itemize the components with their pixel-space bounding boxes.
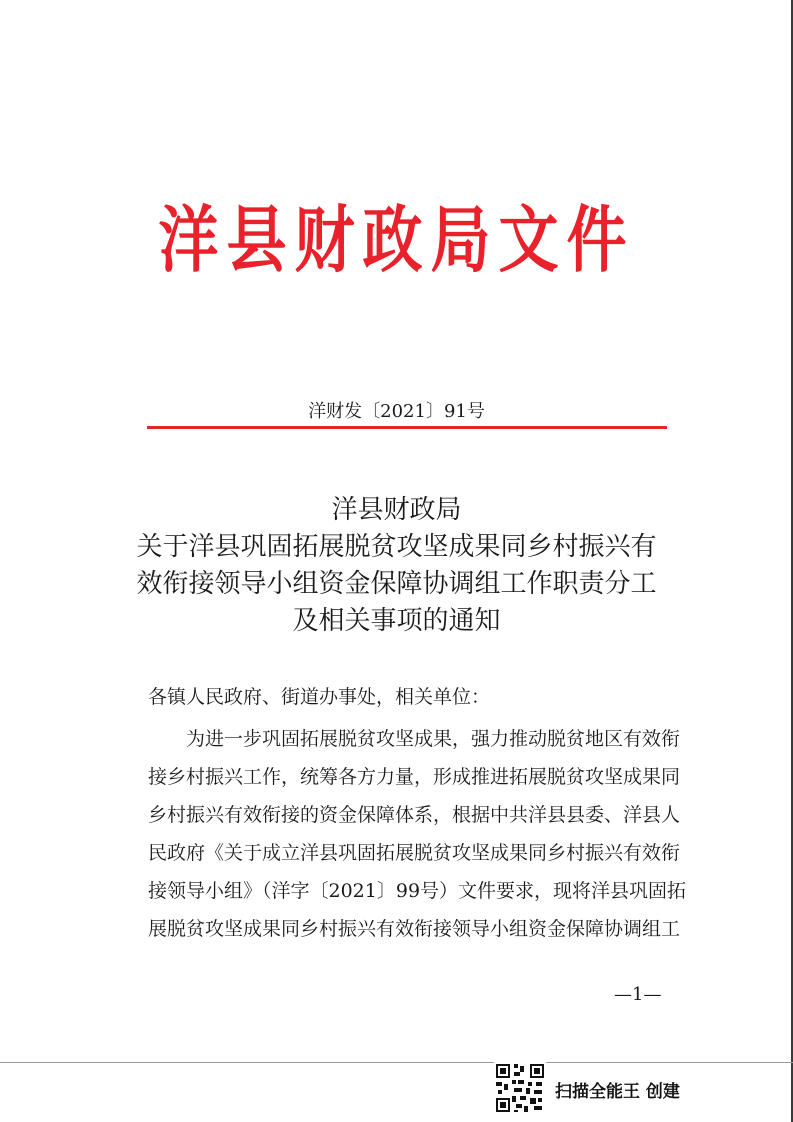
body-line: 接乡村振兴工作，统筹各方力量，形成推进拓展脱贫攻坚成果同 — [148, 766, 681, 788]
title-line: 及相关事项的通知 — [292, 606, 501, 636]
title-line: 洋县财政局 — [331, 495, 462, 525]
body-line: 民政府《关于成立洋县巩固拓展脱贫攻坚成果同乡村振兴有效衔 — [148, 842, 681, 864]
salutation: 各镇人民政府、街道办事处，相关单位： — [148, 686, 491, 708]
page-number: —1— — [614, 984, 662, 1005]
qr-code-icon — [494, 1062, 546, 1114]
body-paragraph — [148, 720, 688, 948]
document-number: 洋财发〔2021〕91号 — [308, 401, 485, 422]
body-line: 展脱贫攻坚成果同乡村振兴有效衔接领导小组资金保障协调组工 — [148, 918, 681, 940]
scanner-watermark: 扫描全能王 创建 — [555, 1082, 680, 1102]
document-masthead: 洋县财政局文件 — [158, 199, 635, 283]
red-separator-line — [147, 426, 667, 429]
title-line: 关于洋县巩固拓展脱贫攻坚成果同乡村振兴有 — [136, 532, 657, 562]
title-line: 效衔接领导小组资金保障协调组工作职责分工 — [136, 569, 657, 599]
body-line: 乡村振兴有效衔接的资金保障体系，根据中共洋县县委、洋县人 — [148, 804, 681, 826]
body-line: 为进一步巩固拓展脱贫攻坚成果，强力推动脱贫地区有效衔 — [148, 728, 681, 750]
footer-divider — [0, 1062, 793, 1063]
body-line: 接领导小组》（洋字〔2021〕99号）文件要求，现将洋县巩固拓 — [148, 880, 687, 902]
document-title — [100, 492, 693, 640]
